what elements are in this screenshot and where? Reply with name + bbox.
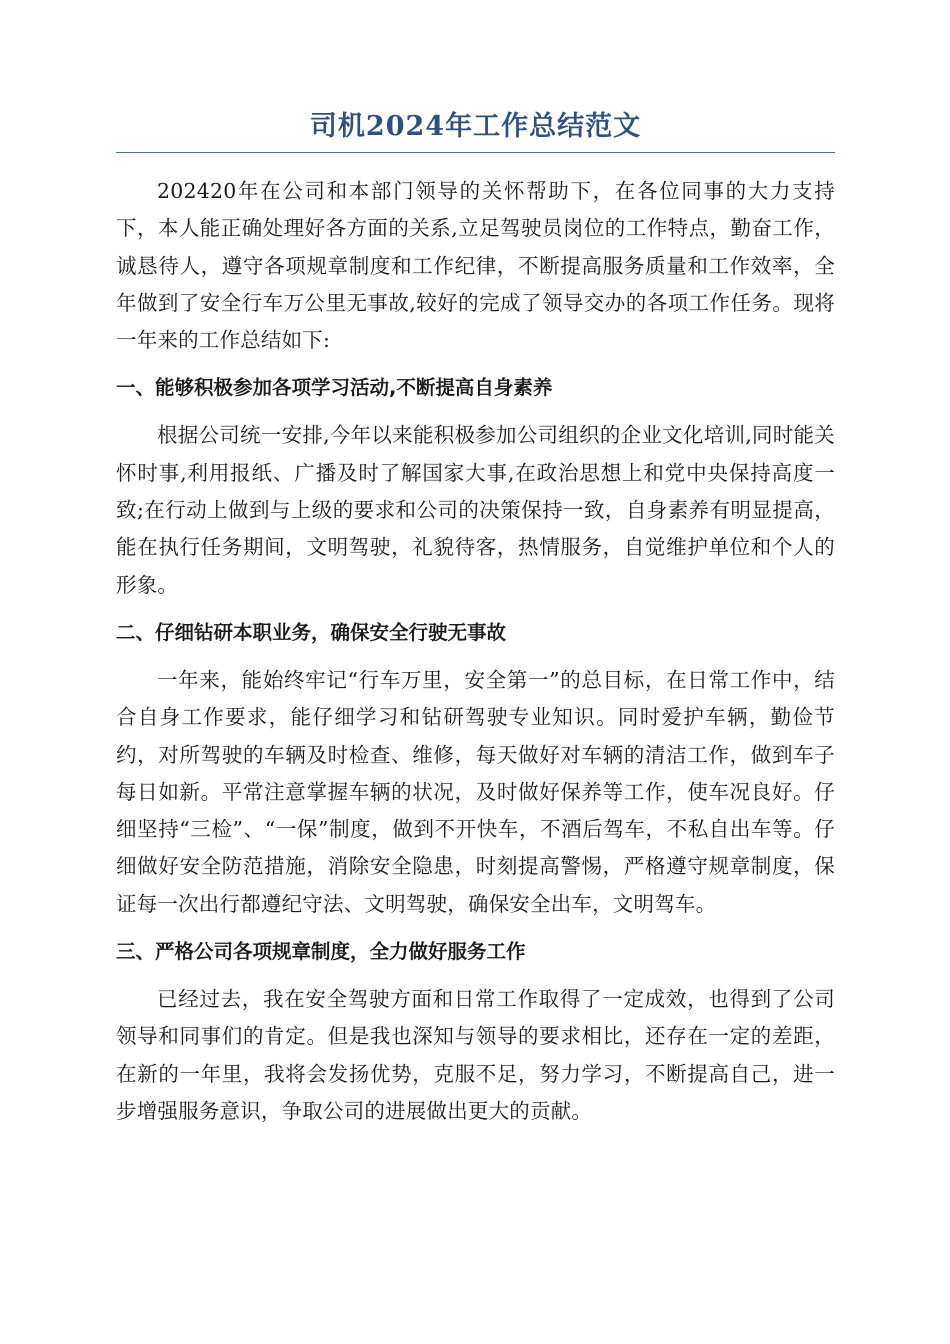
section-1 — [116, 373, 835, 603]
document-title: 司机2024年工作总结范文 — [116, 108, 835, 153]
section-2 — [116, 618, 835, 923]
section-body: 已经过去，我在安全驾驶方面和日常工作取得了一定成效，也得到了公司领导和同事们的肯定。但是我也深知与领导的要求相比，还存在一定的差距，在新的一年里，我将会发扬优势，克服不足，努力学习，不断提高自己，进一步增强服务意识，争取公司的进展做出更大的贡献。 — [116, 987, 835, 1123]
section-3 — [116, 937, 835, 1130]
section-heading: 一、能够积极参加各项学习活动,不断提高自身素养 — [116, 376, 553, 400]
intro-paragraph: 202420年在公司和本部门领导的关怀帮助下，在各位同事的大力支持下，本人能正确处理好各方面的关系,立足驾驶员岗位的工作特点，勤奋工作，诚恳待人，遵守各项规章制度和工作纪律，不断提高服务质量和工作效率，全年做到了安全行车万公里无事故,较好的完成了领导交办的各项工作任务。现将一年来的工作总结如下: — [116, 179, 835, 353]
section-body: 根据公司统一安排,今年以来能积极参加公司组织的企业文化培训,同时能关怀时事,利用报纸、广播及时了解国家大事,在政治思想上和党中央保持高度一致;在行动上做到与上级的要求和公司的决策保持一致，自身素养有明显提高，能在执行任务期间，文明驾驶，礼貌待客，热情服务，自觉维护单位和个人的形象。 — [116, 423, 835, 597]
section-body: 一年来，能始终牢记“行车万里，安全第一”的总目标，在日常工作中，结合自身工作要求，能仔细学习和钻研驾驶专业知识。同时爱护车辆，勤俭节约，对所驾驶的车辆及时检查、维修，每天做好对车辆的清洁工作，做到车子每日如新。平常注意掌握车辆的状况，及时做好保养等工作，使车况良好。仔细坚持“三检”、“一保”制度，做到不开快车，不酒后驾车，不私自出车等。仔细做好安全防范措施，消除安全隐患，时刻提高警惕，严格遵守规章制度，保证每一次出行都遵纪守法、文明驾驶，确保安全出车，文明驾车。 — [116, 667, 835, 916]
section-heading: 三、严格公司各项规章制度，全力做好服务工作 — [116, 940, 526, 964]
section-heading: 二、仔细钻研本职业务，确保安全行驶无事故 — [116, 620, 507, 644]
document-page — [116, 108, 835, 1130]
